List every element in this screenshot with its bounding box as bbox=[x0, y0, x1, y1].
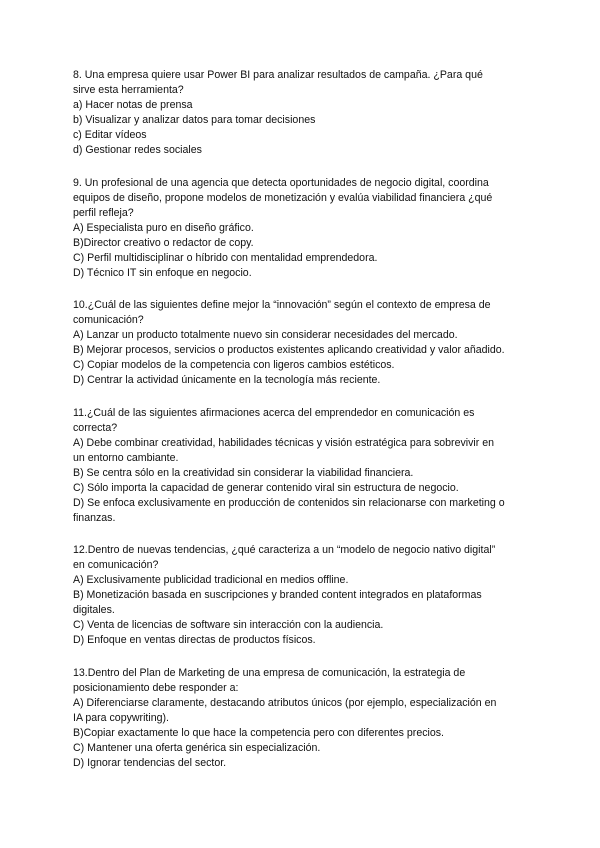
option-line: B)Director creativo o redactor de copy. bbox=[73, 236, 254, 249]
question-11 bbox=[73, 406, 531, 526]
option-line: d) Gestionar redes sociales bbox=[73, 144, 202, 156]
option-line: c) Editar vídeos bbox=[73, 129, 147, 141]
question-text bbox=[73, 666, 531, 696]
option-d bbox=[73, 496, 531, 526]
option-line: C) Mantener una oferta genérica sin especialización. bbox=[73, 741, 321, 754]
question-text-line: 12.Dentro de nuevas tendencias, ¿qué caracteriza a un “modelo de negocio nativo digital” bbox=[73, 544, 496, 556]
question-text-line: 9. Un profesional de una agencia que detecta oportunidades de negocio digital, coordina bbox=[73, 176, 489, 189]
option-c bbox=[73, 128, 531, 143]
option-a bbox=[73, 436, 531, 466]
option-line: D) Ignorar tendencias del sector. bbox=[73, 756, 227, 769]
question-text-line: correcta? bbox=[73, 421, 118, 434]
option-a bbox=[73, 573, 531, 588]
option-c bbox=[73, 358, 531, 373]
option-line: B) Se centra sólo en la creatividad sin considerar la viabilidad financiera. bbox=[73, 466, 414, 479]
option-d bbox=[73, 633, 531, 648]
option-b bbox=[73, 343, 531, 358]
question-8 bbox=[73, 68, 531, 158]
question-9 bbox=[73, 176, 531, 281]
option-line: C) Copiar modelos de la competencia con ligeros cambios estéticos. bbox=[73, 359, 395, 371]
option-c bbox=[73, 251, 531, 266]
document-page bbox=[73, 68, 531, 788]
question-text bbox=[73, 298, 531, 328]
question-text-line: comunicación? bbox=[73, 314, 144, 326]
option-line: finanzas. bbox=[73, 511, 116, 524]
question-text-line: 10.¿Cuál de las siguientes define mejor la “innovación” según el contexto de empresa de bbox=[73, 299, 491, 311]
option-d bbox=[73, 143, 531, 158]
option-c bbox=[73, 741, 531, 756]
option-b bbox=[73, 466, 531, 481]
option-b bbox=[73, 236, 531, 251]
question-text bbox=[73, 68, 531, 98]
option-line: a) Hacer notas de prensa bbox=[73, 99, 193, 111]
question-text-line: sirve esta herramienta? bbox=[73, 84, 184, 96]
question-text-line: 8. Una empresa quiere usar Power BI para analizar resultados de campaña. ¿Para qué bbox=[73, 69, 483, 81]
question-text bbox=[73, 176, 531, 221]
option-line: A) Exclusivamente publicidad tradicional en medios offline. bbox=[73, 574, 349, 586]
option-line: B) Monetización basada en suscripciones y branded content integrados en plataformas bbox=[73, 589, 482, 601]
question-text-line: 11.¿Cuál de las siguientes afirmaciones acerca del emprendedor en comunicación es bbox=[73, 406, 475, 419]
option-line: b) Visualizar y analizar datos para tomar decisiones bbox=[73, 114, 316, 126]
option-d bbox=[73, 756, 531, 771]
option-line: C) Sólo importa la capacidad de generar contenido viral sin estructura de negocio. bbox=[73, 481, 459, 494]
option-line: D) Centrar la actividad únicamente en la tecnología más reciente. bbox=[73, 374, 381, 386]
option-d bbox=[73, 373, 531, 388]
option-a bbox=[73, 98, 531, 113]
option-line: D) Técnico IT sin enfoque en negocio. bbox=[73, 266, 252, 279]
option-line: un entorno cambiante. bbox=[73, 451, 179, 464]
option-a bbox=[73, 221, 531, 236]
question-text-line: en comunicación? bbox=[73, 559, 159, 571]
question-text bbox=[73, 543, 531, 573]
question-text-line: perfil refleja? bbox=[73, 206, 134, 219]
option-c bbox=[73, 618, 531, 633]
question-10 bbox=[73, 298, 531, 388]
option-d bbox=[73, 266, 531, 281]
option-a bbox=[73, 328, 531, 343]
option-line: IA para copywriting). bbox=[73, 711, 169, 724]
option-line: digitales. bbox=[73, 604, 115, 616]
option-b bbox=[73, 588, 531, 618]
question-text-line: posicionamiento debe responder a: bbox=[73, 681, 239, 694]
option-line: A) Debe combinar creatividad, habilidades técnicas y visión estratégica para sobrevivir en bbox=[73, 436, 495, 449]
option-line: B) Mejorar procesos, servicios o productos existentes aplicando creatividad y valor añadido. bbox=[73, 344, 505, 356]
question-text-line: equipos de diseño, propone modelos de monetización y evalúa viabilidad financiera ¿qué bbox=[73, 191, 493, 204]
option-line: D) Enfoque en ventas directas de productos físicos. bbox=[73, 634, 316, 646]
option-line: A) Lanzar un producto totalmente nuevo sin considerar necesidades del mercado. bbox=[73, 329, 458, 341]
option-a bbox=[73, 696, 531, 726]
option-b bbox=[73, 726, 531, 741]
option-c bbox=[73, 481, 531, 496]
option-line: D) Se enfoca exclusivamente en producción de contenidos sin relacionarse con marketing o bbox=[73, 496, 505, 509]
option-line: C) Venta de licencias de software sin interacción con la audiencia. bbox=[73, 619, 384, 631]
question-text-line: 13.Dentro del Plan de Marketing de una empresa de comunicación, la estrategia de bbox=[73, 666, 466, 679]
option-line: A) Diferenciarse claramente, destacando atributos únicos (por ejemplo, especialización en bbox=[73, 696, 497, 709]
question-text bbox=[73, 406, 531, 436]
option-line: C) Perfil multidisciplinar o híbrido con mentalidad emprendedora. bbox=[73, 251, 378, 264]
option-line: A) Especialista puro en diseño gráfico. bbox=[73, 221, 254, 234]
option-line: B)Copiar exactamente lo que hace la competencia pero con diferentes precios. bbox=[73, 726, 444, 739]
question-12 bbox=[73, 543, 531, 648]
option-b bbox=[73, 113, 531, 128]
question-13 bbox=[73, 666, 531, 771]
